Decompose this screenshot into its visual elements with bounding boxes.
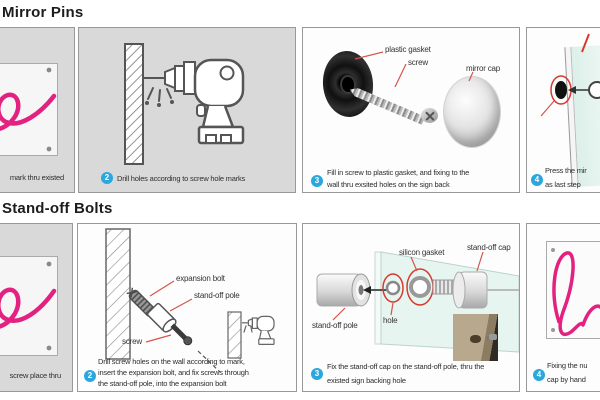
neon-letter-e-icon (0, 257, 57, 355)
mini-sparks-icon (244, 326, 252, 332)
step-badge: 3 (311, 175, 323, 187)
mirror-cap-side-icon (589, 82, 600, 98)
panel-mp-step2 (78, 27, 296, 193)
label-silicon-gasket: silicon gasket (399, 248, 445, 257)
installation-photo (453, 314, 498, 361)
label-standoff-cap: stand-off cap (467, 243, 511, 252)
step2-caption-line3: the stand-off pole, into the expansion bolt (98, 379, 227, 388)
screw-hole-dot (47, 262, 52, 267)
step3-caption-line2: wall thru exsited holes on the sign back (327, 180, 450, 189)
step4-caption-line1: Press the mir (545, 166, 587, 175)
neon-letter-lo-icon (547, 242, 600, 338)
screw-hole-dot (47, 68, 52, 73)
mini-wall-hatch-icon (228, 312, 241, 358)
step1-caption: mark thru existed (9, 173, 64, 182)
screw-icon (169, 322, 193, 346)
screw-hole-dot (551, 248, 555, 252)
press-cap-diagram (527, 28, 600, 168)
step2-caption-line1: Drill screw holes on the wall according to mark, (98, 357, 245, 366)
arrow-left-icon (568, 86, 576, 94)
mini-drill-icon (242, 316, 274, 344)
hole-ring-icon (387, 282, 399, 294)
silicon-gasket-icon (411, 278, 429, 296)
screw-hole-dot (47, 147, 52, 152)
glass-edge (375, 252, 381, 344)
wall-hatch-icon (125, 44, 143, 164)
drill-wall-illustration (79, 28, 296, 168)
drill-icon (143, 60, 243, 143)
step-badge: 4 (533, 369, 545, 381)
panel-mp-step1 (0, 27, 75, 193)
label-hole: hole (383, 316, 398, 325)
step4-caption-line2: cap by hand (547, 375, 586, 384)
step-badge: 3 (311, 368, 323, 380)
step-badge: 2 (101, 172, 113, 184)
panel-sb-step2 (77, 223, 297, 392)
panel-sb-step3 (302, 223, 520, 392)
label-standoff-pole: stand-off pole (312, 321, 358, 330)
sign-preview (0, 63, 58, 156)
screw-hole-dot (47, 346, 52, 351)
step-badge: 2 (84, 370, 96, 382)
step4-caption-line1: Fixing the nu (547, 361, 588, 370)
label-mirror-cap: mirror cap (466, 64, 501, 73)
step-badge: 4 (531, 174, 543, 186)
sign-preview (0, 256, 58, 356)
step2-caption-line2: insert the expansion bolt, and fix screws through (98, 368, 249, 377)
glass-panel (381, 252, 519, 352)
standoff-cap-icon (453, 272, 487, 308)
screw-hole-dot (551, 328, 555, 332)
label-standoff-pole: stand-off pole (194, 291, 240, 300)
step4-caption-line2: as last step (545, 180, 581, 189)
label-screw: screw (122, 337, 142, 346)
step1-caption: screw place thru (9, 371, 61, 380)
step3-caption-line1: Fix the stand-off cap on the stand-off pole, thru the (327, 362, 485, 371)
step3-caption-line2: existed sign backing hole (327, 376, 406, 385)
neon-letter-e-icon (0, 64, 57, 155)
label-expansion-bolt: expansion bolt (176, 274, 225, 283)
step3-caption-line1: Fill in screw to plastic gasket, and fixing to the (327, 168, 470, 177)
sign-preview (546, 241, 600, 339)
panel-mp-step4 (526, 27, 600, 193)
panel-sb-step4 (526, 223, 600, 392)
red-mark (582, 34, 589, 52)
label-screw: screw (408, 58, 428, 67)
step2-caption: Drill holes according to screw hole marks (117, 174, 246, 183)
section-title-standoff-bolts: Stand-off Bolts (2, 200, 113, 217)
drill-sparks-icon (146, 88, 173, 106)
label-plastic-gasket: plastic gasket (385, 45, 431, 54)
panel-mp-step3 (302, 27, 520, 193)
section-title-mirror-pins: Mirror Pins (2, 4, 84, 21)
gasket-dot-icon (555, 81, 567, 99)
standoff-pole-illustration (317, 274, 370, 306)
panel-sb-step1 (0, 223, 73, 392)
